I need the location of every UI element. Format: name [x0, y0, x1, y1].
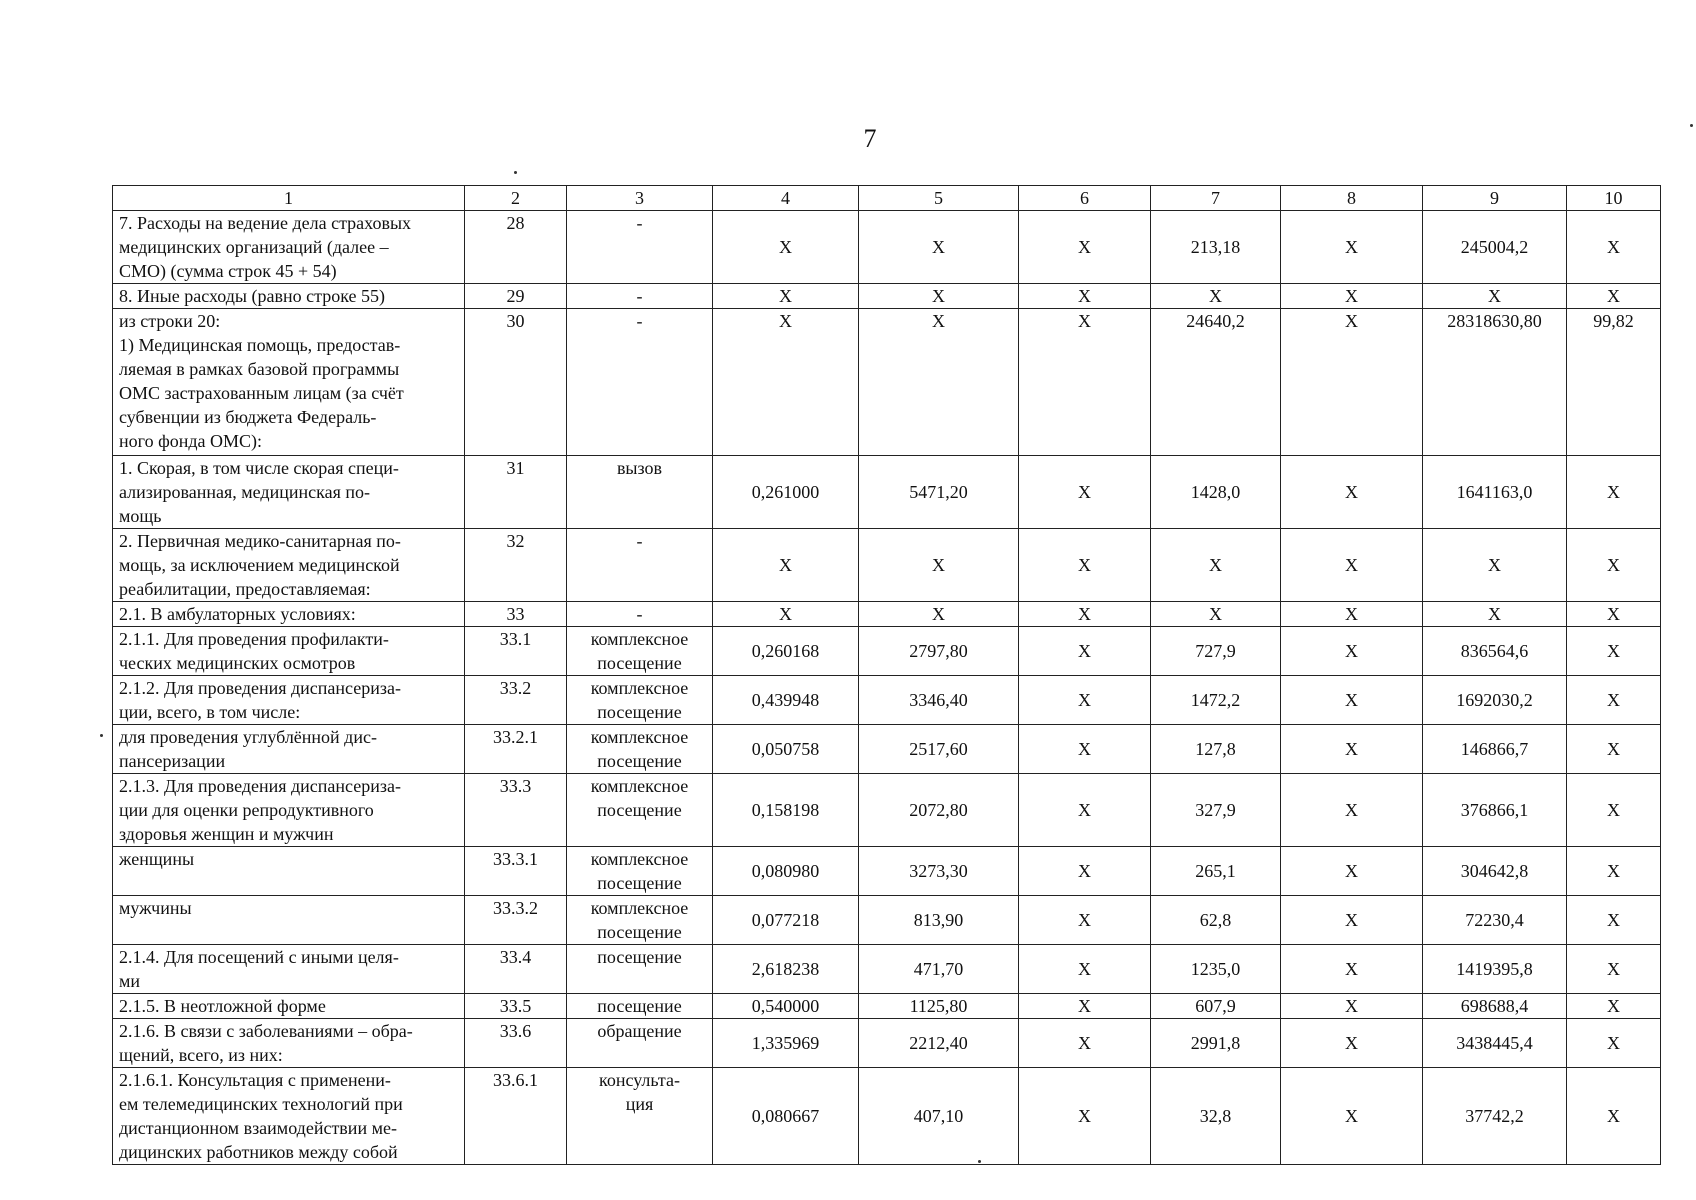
cell-col-1 — [113, 284, 465, 309]
cell-col-3 — [567, 309, 713, 334]
row-label-line: 1. Скорая, в том числе скорая специ- — [119, 457, 399, 478]
cell-col-4: 0,260168 — [713, 626, 859, 675]
cell-col-5: 5471,20 — [859, 455, 1019, 528]
cell-col-2: 33.4 — [465, 944, 567, 993]
cell-col-1 — [113, 455, 465, 528]
cell-col-9: 1641163,0 — [1423, 455, 1567, 528]
cell-col-4: Х — [713, 309, 859, 334]
unit-label-line: - — [636, 286, 643, 306]
cell-col-9: 3438445,4 — [1423, 1018, 1567, 1067]
unit-label-line: - — [636, 213, 643, 233]
cell-col-4: 0,080980 — [713, 846, 859, 895]
cell-col-6: Х — [1019, 528, 1151, 601]
cell-col-7 — [1151, 333, 1281, 455]
row-label-line: женщины — [119, 848, 195, 869]
unit-label-line: посещение — [597, 652, 682, 673]
unit-label-line: посещение — [597, 701, 682, 722]
row-label-line: ализированная, медицинская по- — [119, 481, 370, 502]
cell-col-6: Х — [1019, 944, 1151, 993]
cell-col-7: 32,8 — [1151, 1067, 1281, 1164]
cell-col-4: 0,439948 — [713, 675, 859, 724]
cell-col-9: Х — [1423, 284, 1567, 309]
row-label-line: ем телемедицинских технологий при — [119, 1093, 403, 1114]
cell-col-6: Х — [1019, 626, 1151, 675]
cell-col-10: Х — [1567, 455, 1661, 528]
cell-col-7: Х — [1151, 601, 1281, 626]
cell-col-3 — [567, 944, 713, 993]
cell-col-3 — [567, 675, 713, 724]
cell-col-2: 33.2.1 — [465, 724, 567, 773]
cell-col-10: Х — [1567, 944, 1661, 993]
cell-col-9: 37742,2 — [1423, 1067, 1567, 1164]
page-number: 7 — [863, 124, 877, 153]
cell-col-7: 62,8 — [1151, 895, 1281, 944]
cell-col-8: Х — [1281, 773, 1423, 846]
cell-col-2: 33.1 — [465, 626, 567, 675]
header-cell-6: 6 — [1019, 186, 1151, 211]
cell-col-7: Х — [1151, 528, 1281, 601]
unit-label-line: посещение — [597, 799, 682, 820]
cell-col-5: 1125,80 — [859, 993, 1019, 1018]
header-cell-10: 10 — [1567, 186, 1661, 211]
cell-col-8: Х — [1281, 309, 1423, 334]
cell-col-6: Х — [1019, 773, 1151, 846]
cell-col-7: 1428,0 — [1151, 455, 1281, 528]
cell-col-1 — [113, 846, 465, 895]
cell-col-5: 2072,80 — [859, 773, 1019, 846]
cell-col-6: Х — [1019, 846, 1151, 895]
table-row — [113, 211, 1661, 284]
cell-col-9: 1419395,8 — [1423, 944, 1567, 993]
cell-col-3 — [567, 455, 713, 528]
cell-col-8 — [1281, 333, 1423, 455]
cell-col-7: 213,18 — [1151, 211, 1281, 284]
cell-col-5: 407,10 — [859, 1067, 1019, 1164]
table-row — [113, 309, 1661, 334]
cell-col-9: 698688,4 — [1423, 993, 1567, 1018]
cell-col-4: 2,618238 — [713, 944, 859, 993]
row-label-line: ческих медицинских осмотров — [119, 652, 356, 673]
cell-col-2: 33.3.2 — [465, 895, 567, 944]
unit-label-line: ция — [625, 1093, 654, 1114]
cell-col-10: Х — [1567, 601, 1661, 626]
scan-speck — [514, 171, 517, 174]
cell-col-6: Х — [1019, 1067, 1151, 1164]
cell-col-8: Х — [1281, 601, 1423, 626]
table-row — [113, 1018, 1661, 1067]
cell-col-3 — [567, 773, 713, 846]
cell-col-8: Х — [1281, 846, 1423, 895]
cell-col-2: 33.3.1 — [465, 846, 567, 895]
cell-col-4: 0,540000 — [713, 993, 859, 1018]
row-label-line: ного фонда ОМС): — [119, 431, 263, 451]
scan-speck — [978, 1160, 981, 1163]
cell-col-5: Х — [859, 528, 1019, 601]
row-label-line: 1) Медицинская помощь, предостав- — [119, 335, 401, 355]
cell-col-10: Х — [1567, 724, 1661, 773]
cell-col-5: Х — [859, 211, 1019, 284]
cell-col-8: Х — [1281, 895, 1423, 944]
cell-col-2: 28 — [465, 211, 567, 284]
cell-col-7: 1472,2 — [1151, 675, 1281, 724]
cell-col-4: 0,261000 — [713, 455, 859, 528]
row-label-line: из строки 20: — [119, 311, 221, 331]
table-row — [113, 333, 1661, 455]
cell-col-1 — [113, 528, 465, 601]
header-cell-9: 9 — [1423, 186, 1567, 211]
table-row — [113, 1067, 1661, 1164]
cell-col-3 — [567, 211, 713, 284]
row-label-line: 2.1.4. Для посещений с иными целя- — [119, 946, 399, 967]
cell-col-10: Х — [1567, 773, 1661, 846]
cell-col-10: Х — [1567, 1067, 1661, 1164]
header-cell-1: 1 — [113, 186, 465, 211]
header-cell-3: 3 — [567, 186, 713, 211]
cell-col-5: Х — [859, 284, 1019, 309]
row-label-line: мощь, за исключением медицинской — [119, 554, 400, 575]
row-label-line: 2.1.2. Для проведения диспансериза- — [119, 677, 401, 698]
cell-col-3 — [567, 333, 713, 455]
cell-col-8: Х — [1281, 211, 1423, 284]
row-label-line: мощь — [119, 505, 162, 526]
row-label-line: здоровья женщин и мужчин — [119, 823, 334, 844]
cell-col-1 — [113, 626, 465, 675]
row-label-line: ции для оценки репродуктивного — [119, 799, 374, 820]
cell-col-6: Х — [1019, 284, 1151, 309]
header-cell-5: 5 — [859, 186, 1019, 211]
header-cell-7: 7 — [1151, 186, 1281, 211]
unit-label-line: посещение — [597, 946, 682, 967]
cell-col-1 — [113, 724, 465, 773]
row-label-line: СМО) (сумма строк 45 + 54) — [119, 261, 337, 281]
unit-label-line: обращение — [597, 1020, 682, 1041]
cell-col-2: 33.5 — [465, 993, 567, 1018]
cell-col-8: Х — [1281, 626, 1423, 675]
cell-col-10: Х — [1567, 993, 1661, 1018]
cell-col-1 — [113, 333, 465, 455]
cell-col-4: 0,080667 — [713, 1067, 859, 1164]
cell-col-9: Х — [1423, 528, 1567, 601]
unit-label-line: посещение — [597, 872, 682, 893]
row-label-line: ляемая в рамках базовой программы — [119, 359, 400, 379]
row-label-line: 2. Первичная медико-санитарная по- — [119, 530, 401, 551]
table-row — [113, 724, 1661, 773]
cell-col-3 — [567, 528, 713, 601]
cell-col-2: 32 — [465, 528, 567, 601]
cell-col-4: 0,050758 — [713, 724, 859, 773]
unit-label-line: - — [636, 530, 643, 551]
cell-col-5: 813,90 — [859, 895, 1019, 944]
cell-col-7: 265,1 — [1151, 846, 1281, 895]
unit-label-line: посещение — [597, 995, 682, 1016]
row-label-line: дистанционном взаимодействии ме- — [119, 1117, 397, 1138]
cell-col-5: 471,70 — [859, 944, 1019, 993]
cell-col-8: Х — [1281, 944, 1423, 993]
cell-col-9: Х — [1423, 601, 1567, 626]
row-label-line: 8. Иные расходы (равно строке 55) — [119, 286, 385, 306]
cell-col-6: Х — [1019, 993, 1151, 1018]
table-row — [113, 455, 1661, 528]
row-label-line: пансеризации — [119, 750, 226, 771]
data-table — [112, 185, 1661, 1165]
cell-col-8: Х — [1281, 675, 1423, 724]
row-label-line: реабилитации, предоставляемая: — [119, 578, 371, 599]
row-label-line: 2.1.5. В неотложной форме — [119, 995, 326, 1016]
cell-col-2: 29 — [465, 284, 567, 309]
cell-col-1 — [113, 1018, 465, 1067]
cell-col-4: Х — [713, 211, 859, 284]
cell-col-8: Х — [1281, 724, 1423, 773]
unit-label-line: - — [636, 603, 643, 624]
row-label-line: ОМС застрахованным лицам (за счёт — [119, 383, 404, 403]
cell-col-2: 33.6.1 — [465, 1067, 567, 1164]
unit-label-line: комплексное — [590, 677, 689, 698]
cell-col-5: 2797,80 — [859, 626, 1019, 675]
table-row — [113, 993, 1661, 1018]
cell-col-4: Х — [713, 284, 859, 309]
cell-col-4: 1,335969 — [713, 1018, 859, 1067]
cell-col-4: Х — [713, 528, 859, 601]
cell-col-7: Х — [1151, 284, 1281, 309]
cell-col-4: 0,077218 — [713, 895, 859, 944]
table-row — [113, 284, 1661, 309]
cell-col-8: Х — [1281, 528, 1423, 601]
cell-col-8: Х — [1281, 1018, 1423, 1067]
cell-col-6: Х — [1019, 1018, 1151, 1067]
cell-col-2: 31 — [465, 455, 567, 528]
cell-col-2: 33 — [465, 601, 567, 626]
unit-label-line: комплексное — [590, 726, 689, 747]
cell-col-3 — [567, 895, 713, 944]
row-label-line: щений, всего, из них: — [119, 1044, 283, 1065]
cell-col-3 — [567, 1067, 713, 1164]
cell-col-10: Х — [1567, 846, 1661, 895]
cell-col-10: Х — [1567, 284, 1661, 309]
cell-col-4 — [713, 333, 859, 455]
table-row — [113, 675, 1661, 724]
cell-col-3 — [567, 846, 713, 895]
table-row — [113, 601, 1661, 626]
unit-label-line: вызов — [616, 457, 663, 478]
cell-col-9: 146866,7 — [1423, 724, 1567, 773]
row-label-line: субвенции из бюджета Федераль- — [119, 407, 377, 427]
cell-col-9: 28318630,80 — [1423, 309, 1567, 334]
cell-col-10: Х — [1567, 528, 1661, 601]
cell-col-2: 33.2 — [465, 675, 567, 724]
cell-col-10: Х — [1567, 675, 1661, 724]
cell-col-5: 2517,60 — [859, 724, 1019, 773]
cell-col-5: Х — [859, 601, 1019, 626]
cell-col-4: Х — [713, 601, 859, 626]
unit-label-line: посещение — [597, 750, 682, 771]
cell-col-5 — [859, 333, 1019, 455]
cell-col-6: Х — [1019, 309, 1151, 334]
scan-speck — [100, 734, 103, 737]
cell-col-2: 30 — [465, 309, 567, 334]
table-row — [113, 895, 1661, 944]
cell-col-3 — [567, 626, 713, 675]
row-label-line: 2.1.6.1. Консультация с применени- — [119, 1069, 391, 1090]
cell-col-7: 727,9 — [1151, 626, 1281, 675]
cell-col-4: 0,158198 — [713, 773, 859, 846]
cell-col-2: 33.3 — [465, 773, 567, 846]
unit-label-line: комплексное — [590, 628, 689, 649]
table-row — [113, 528, 1661, 601]
cell-col-1 — [113, 895, 465, 944]
header-cell-4: 4 — [713, 186, 859, 211]
row-label-line: 2.1. В амбулаторных условиях: — [119, 603, 356, 624]
cell-col-9: 72230,4 — [1423, 895, 1567, 944]
cell-col-5: Х — [859, 309, 1019, 334]
cell-col-1 — [113, 993, 465, 1018]
row-label-line: 2.1.6. В связи с заболеваниями – обра- — [119, 1020, 413, 1041]
cell-col-7: 327,9 — [1151, 773, 1281, 846]
header-cell-2: 2 — [465, 186, 567, 211]
row-label-line: 2.1.3. Для проведения диспансериза- — [119, 775, 401, 796]
unit-label-line: комплексное — [590, 775, 689, 796]
cell-col-1 — [113, 309, 465, 334]
cell-col-7: 2991,8 — [1151, 1018, 1281, 1067]
table-header-row — [113, 186, 1661, 211]
cell-col-3 — [567, 993, 713, 1018]
header-cell-8: 8 — [1281, 186, 1423, 211]
unit-label-line: посещение — [597, 921, 682, 942]
cell-col-5: 3273,30 — [859, 846, 1019, 895]
cell-col-9: 304642,8 — [1423, 846, 1567, 895]
cell-col-1 — [113, 773, 465, 846]
cell-col-9: 245004,2 — [1423, 211, 1567, 284]
unit-label-line: комплексное — [590, 848, 689, 869]
unit-label-line: - — [636, 311, 643, 331]
unit-label-line: комплексное — [590, 897, 689, 918]
cell-col-9 — [1423, 333, 1567, 455]
table-row — [113, 773, 1661, 846]
cell-col-10: Х — [1567, 626, 1661, 675]
cell-col-10: 99,82 — [1567, 309, 1661, 334]
cell-col-1 — [113, 601, 465, 626]
cell-col-1 — [113, 211, 465, 284]
cell-col-9: 836564,6 — [1423, 626, 1567, 675]
cell-col-3 — [567, 1018, 713, 1067]
cell-col-1 — [113, 1067, 465, 1164]
cell-col-8: Х — [1281, 284, 1423, 309]
row-label-line: 7. Расходы на ведение дела страховых — [119, 213, 412, 233]
table-row — [113, 626, 1661, 675]
cell-col-2: 33.6 — [465, 1018, 567, 1067]
cell-col-6: Х — [1019, 675, 1151, 724]
cell-col-8: Х — [1281, 1067, 1423, 1164]
cell-col-6: Х — [1019, 895, 1151, 944]
cell-col-3 — [567, 601, 713, 626]
cell-col-10: Х — [1567, 1018, 1661, 1067]
cell-col-10 — [1567, 333, 1661, 455]
table-row — [113, 944, 1661, 993]
cell-col-9: 1692030,2 — [1423, 675, 1567, 724]
cell-col-6 — [1019, 333, 1151, 455]
cell-col-5: 2212,40 — [859, 1018, 1019, 1067]
cell-col-3 — [567, 724, 713, 773]
row-label-line: 2.1.1. Для проведения профилакти- — [119, 628, 389, 649]
cell-col-6: Х — [1019, 455, 1151, 528]
cell-col-6: Х — [1019, 211, 1151, 284]
row-label-line: мужчины — [119, 897, 192, 918]
row-label-line: дицинских работников между собой — [119, 1141, 398, 1162]
unit-label-line: консульта- — [599, 1069, 680, 1090]
cell-col-3 — [567, 284, 713, 309]
scan-speck — [1690, 124, 1693, 127]
row-label-line: ми — [119, 970, 141, 991]
cell-col-2 — [465, 333, 567, 455]
cell-col-8: Х — [1281, 993, 1423, 1018]
cell-col-10: Х — [1567, 895, 1661, 944]
cell-col-8: Х — [1281, 455, 1423, 528]
cell-col-9: 376866,1 — [1423, 773, 1567, 846]
cell-col-5: 3346,40 — [859, 675, 1019, 724]
row-label-line: для проведения углублённой дис- — [119, 726, 377, 747]
cell-col-7: 24640,2 — [1151, 309, 1281, 334]
cell-col-7: 127,8 — [1151, 724, 1281, 773]
cell-col-1 — [113, 944, 465, 993]
table-row — [113, 846, 1661, 895]
cell-col-6: Х — [1019, 724, 1151, 773]
cell-col-6: Х — [1019, 601, 1151, 626]
table-body — [113, 186, 1661, 1165]
row-label-line: медицинских организаций (далее – — [119, 237, 389, 257]
cell-col-7: 607,9 — [1151, 993, 1281, 1018]
cell-col-7: 1235,0 — [1151, 944, 1281, 993]
cell-col-10: Х — [1567, 211, 1661, 284]
row-label-line: ции, всего, в том числе: — [119, 701, 301, 722]
cell-col-1 — [113, 675, 465, 724]
